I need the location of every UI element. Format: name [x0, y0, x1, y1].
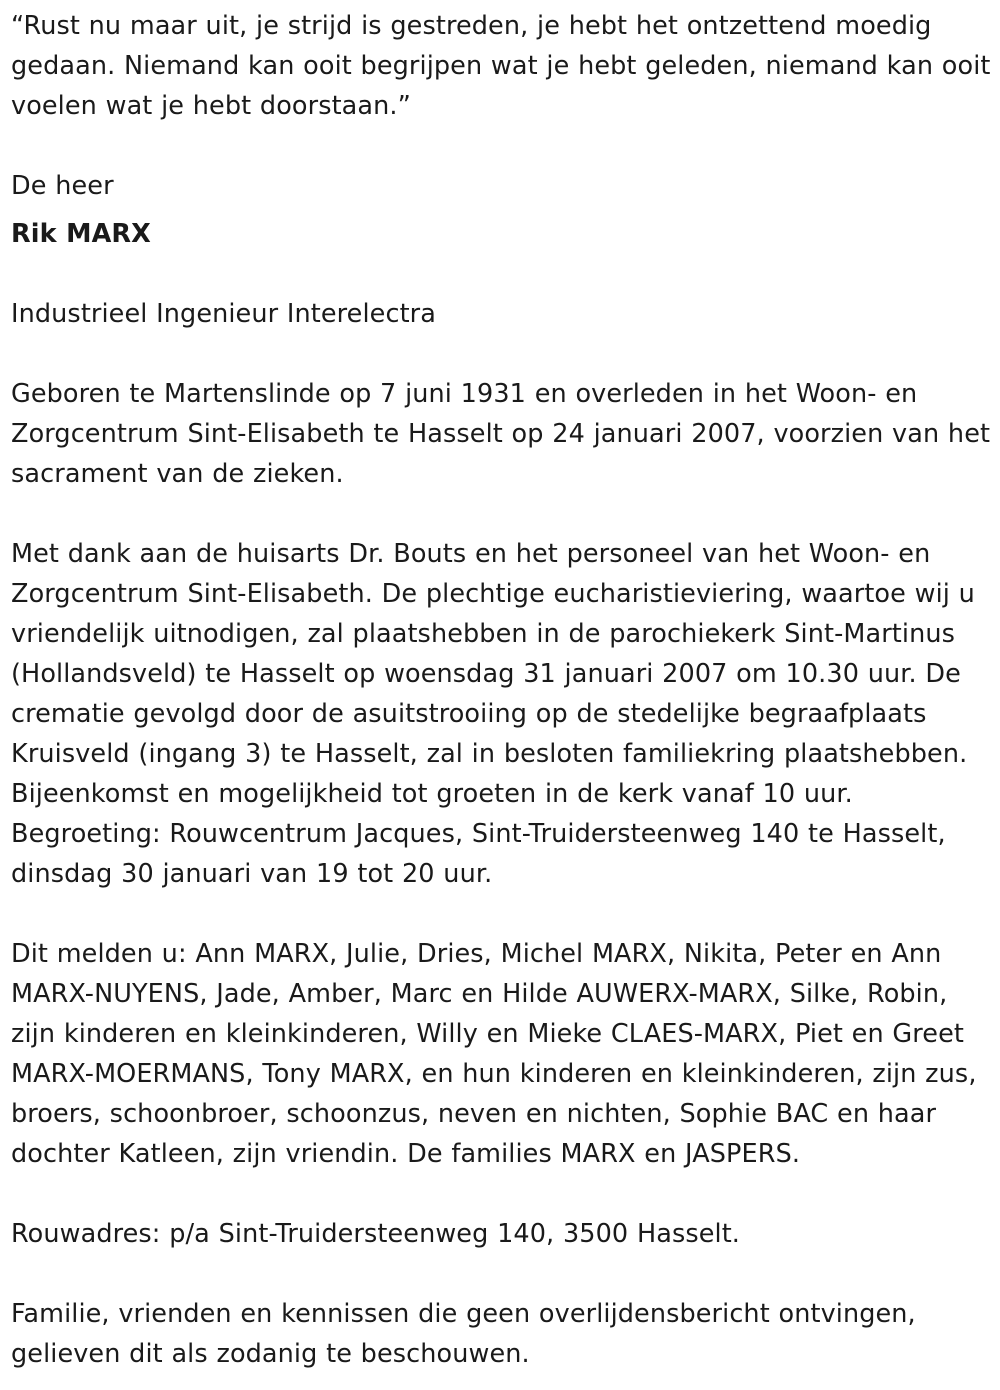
family-paragraph: Dit melden u: Ann MARX, Julie, Dries, Michel MARX, Nikita, Peter en Ann MARX-NUYENS, Jade, Amber, Marc en Hilde AUWERX-MARX, Silke, Robin, zijn kinderen en kleinkinderen, Willy en Mieke CLAES-MARX, Piet en Greet MARX-MOERMANS, Tony MARX, en hun kinderen en kleinkinderen, zijn zus, broers, schoonbroer, schoonzus, neven en nichten, Sophie BAC en haar dochter Katleen, zijn vriendin. De families MARX en JASPERS.	[11, 939, 977, 1169]
mourning-address: Rouwadres: p/a Sint-Truidersteenweg 140, 3500 Hasselt.	[11, 1219, 741, 1249]
salutation: De heer	[11, 171, 114, 201]
birth-death-paragraph: Geboren te Martenslinde op 7 juni 1931 en overleden in het Woon- en Zorgcentrum Sint-Elisabeth te Hasselt op 24 januari 2007, voorzien van het sacrament van de zieken.	[11, 379, 991, 489]
obituary-notice	[11, 6, 991, 1374]
ceremony-paragraph: Met dank aan de huisarts Dr. Bouts en het personeel van het Woon- en Zorgcentrum Sint-Elisabeth. De plechtige eucharistieviering, waartoe wij u vriendelijk uitnodigen, zal plaatshebben in de parochiekerk Sint-Martinus (Hollandsveld) te Hasselt op woensdag 31 januari 2007 om 10.30 uur. De crematie gevolgd door de asuitstrooiing op de stedelijke begraafplaats Kruisveld (ingang 3) te Hasselt, zal in besloten familiekring plaatshebben. Bijeenkomst en mogelijkheid tot groeten in de kerk vanaf 10 uur. Begroeting: Rouwcentrum Jacques, Sint-Truidersteenweg 140 te Hasselt, dinsdag 30 januari van 19 tot 20 uur.	[11, 539, 975, 889]
deceased-name: Rik MARX	[11, 219, 151, 249]
opening-quote: “Rust nu maar uit, je strijd is gestreden, je hebt het ontzettend moedig gedaan. Niemand kan ooit begrijpen wat je hebt geleden, niemand kan ooit voelen wat je hebt doorstaan.”	[11, 11, 991, 121]
profession: Industrieel Ingenieur Interelectra	[11, 299, 436, 329]
closing-paragraph: Familie, vrienden en kennissen die geen overlijdensbericht ontvingen, gelieven dit als zodanig te beschouwen.	[11, 1299, 916, 1369]
